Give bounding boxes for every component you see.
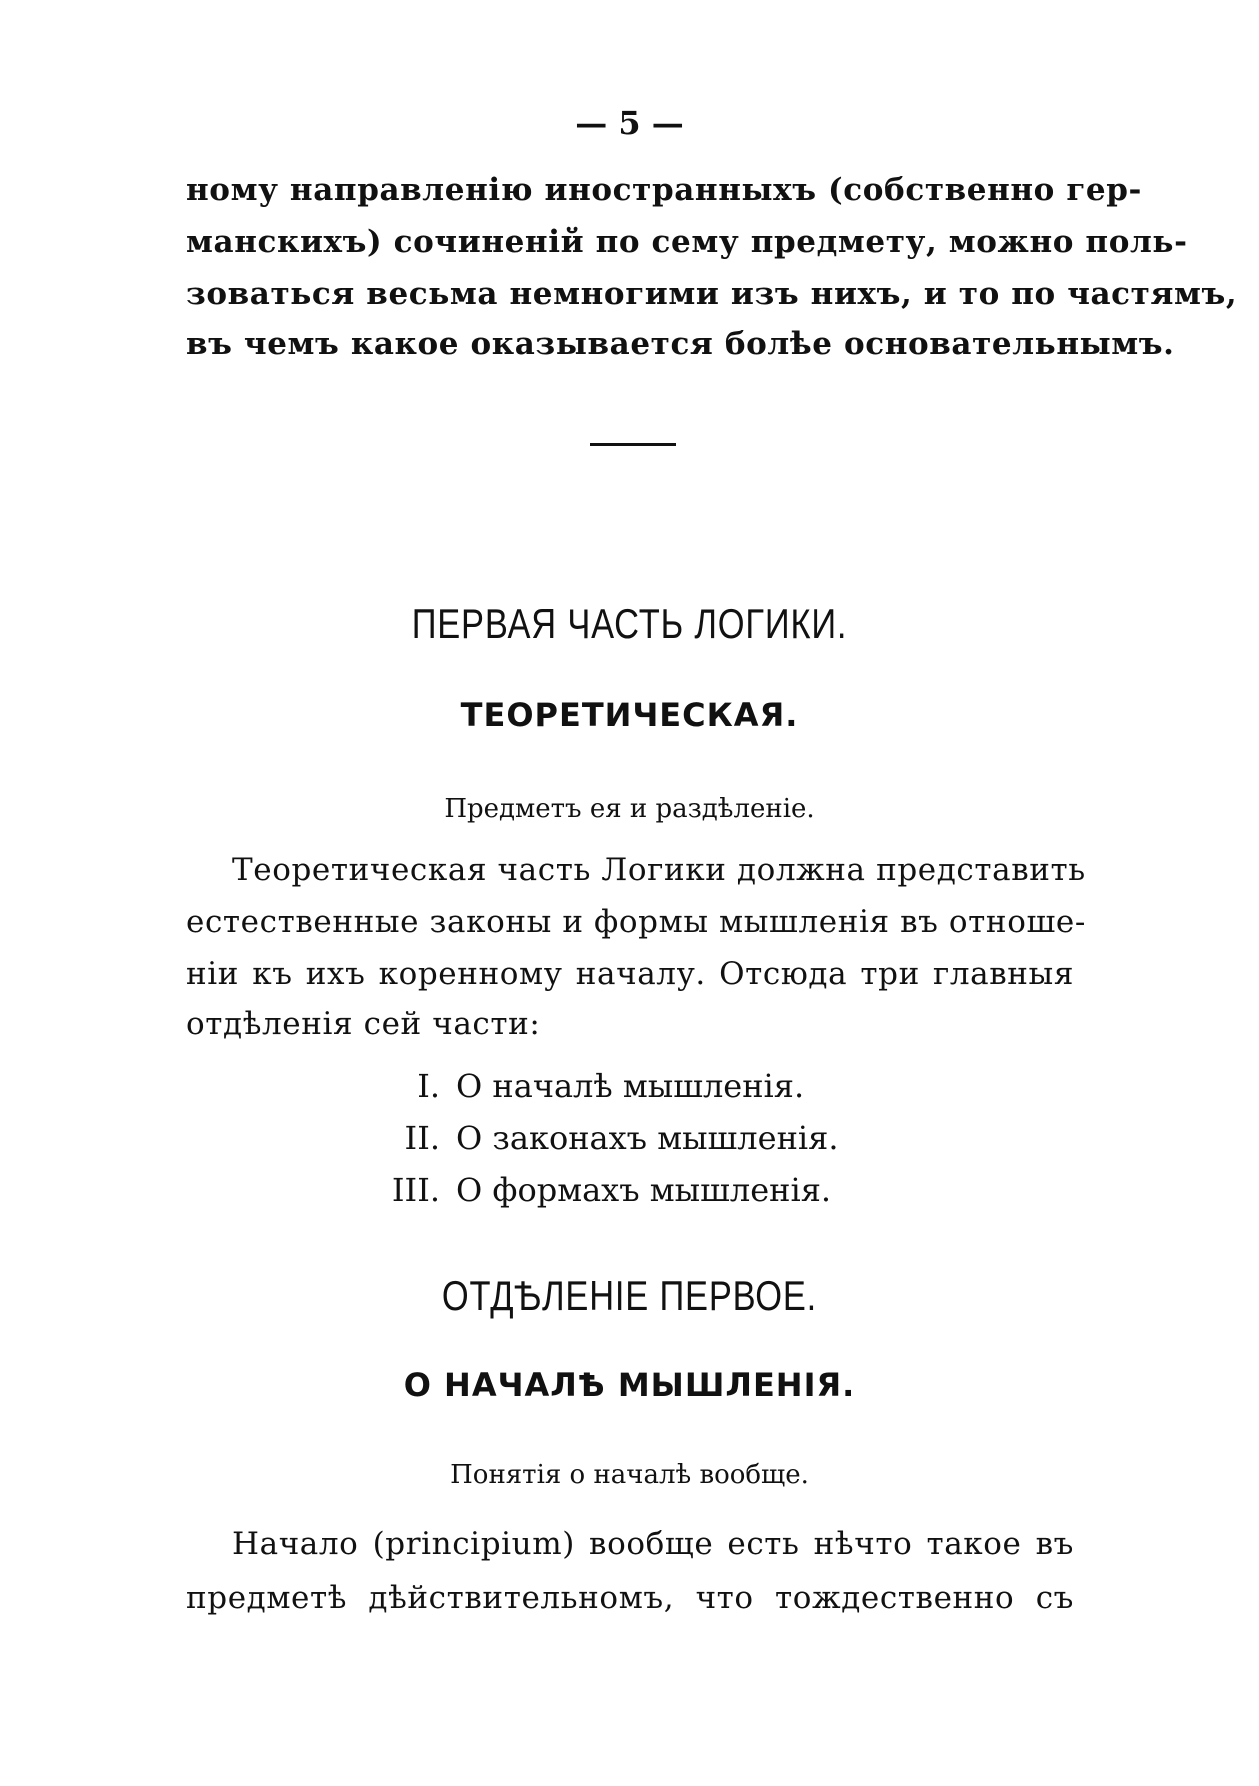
division-number: II. [404,1119,440,1157]
division-text: О формахъ мышленія. [456,1171,832,1209]
part-subtitle: ТЕОРЕТИЧЕСКАЯ. [460,696,799,734]
section-divider-rule [590,443,676,446]
division-text: О законахъ мышленія. [456,1119,839,1157]
division-title: ОТДѢЛЕНІЕ ПЕРВОЕ. [441,1272,818,1319]
section-heading-subject: Предметъ ея и раздѣленіе. [444,794,815,824]
page-number: — 5 — [575,104,684,142]
closing-line-1: Начало (principium) вообще есть нѣчто такое въ [232,1526,1074,1562]
paragraph-line-3: ніи къ ихъ коренному началу. Отсюда три главныя [186,956,1074,992]
intro-line-3: зоваться весьма немногими изъ нихъ, и то по частямъ, [186,276,1238,312]
paragraph-line-4: отдѣленія сей части: [186,1006,541,1042]
division-text: О началѣ мышленія. [456,1067,805,1105]
intro-line-2: манскихъ) сочиненій по сему предмету, можно поль- [186,224,1188,260]
intro-line-4: въ чемъ какое оказывается болѣе основательнымъ. [186,326,1175,362]
paragraph-line-1: Теоретическая часть Логики должна представить [232,852,1086,888]
section-heading-concepts: Понятія о началѣ вообще. [450,1460,809,1490]
intro-line-1: ному направленію иностранныхъ (собственно гер- [186,172,1142,208]
division-number: III. [391,1171,440,1209]
division-subtitle: О НАЧАЛѢ МЫШЛЕНІЯ. [403,1366,856,1404]
division-number: I. [417,1067,440,1105]
paragraph-line-2: естественные законы и формы мышленія въ отноше- [186,904,1086,940]
closing-line-2: предметѣ дѣйствительномъ, что тождественно съ [186,1580,1074,1616]
part-title: ПЕРВАЯ ЧАСТЬ ЛОГИКИ. [411,600,848,647]
